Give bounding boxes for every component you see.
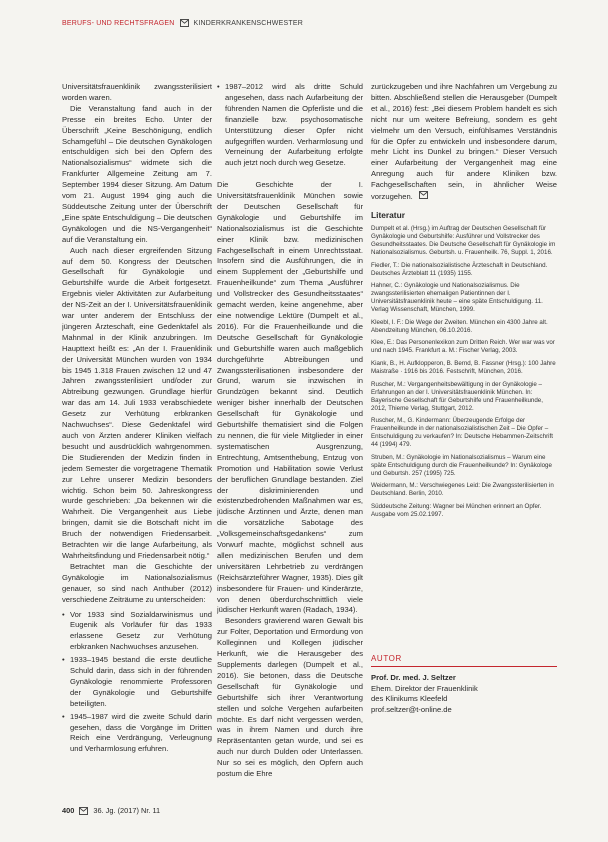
- literature-heading: Literatur: [371, 209, 405, 220]
- list-item-text: 1987–2012 wird als dritte Schuld angesehen, dass nach Aufarbeitung der führenden Namen die Opferliste und die finanzielle bzw. psychosomatische Unterstützung dieser Opfer nicht aufgegriffen wurden. Verharmlosung und Verneinung der Aufarbeitung erfolgte auch jetzt noch durch weg Gesetze.: [225, 82, 363, 168]
- bullet-icon: •: [62, 655, 65, 665]
- reference-item: Hahner, C.: Gynäkologie und Nationalsozialismus. Die zwangssterilisierten ehemaligen Patientinnen der I. Universitätsfrauenklinik heute – eine späte Entschuldigung. 11. Verlag Wissenschaft, München, 1999.: [371, 282, 543, 314]
- text-column-2: [217, 82, 363, 804]
- reference-item: Kiank, B., H. Aufklopperon, B. Bernd, B. Fassner (Hrsg.): 100 Jahre Maistraße · 1916 bis 2016. Festschrift, München, 2016.: [371, 359, 556, 375]
- reference-item: Ruscher, M., G. Kindermann: Überzeugende Erfolge der Frauenheilkunde in der nationalsozialistischen Zeit – Die Opfer – Entschuldigung zu verkaufen? In: Deutsche Hebammen-Zeitschrift 44 (1994) 479.: [371, 417, 553, 449]
- literature-list: [371, 225, 557, 524]
- reference-item: Klee, E.: Das Personenlexikon zum Dritten Reich. Wer war was vor und nach 1945. Frankfurt a. M.: Fischer Verlag, 2003.: [371, 339, 555, 355]
- list-item: [62, 712, 212, 756]
- reference-item: Süddeutsche Zeitung: Wagner bei München erinnert an Opfer. Ausgabe vom 25.02.1997.: [371, 502, 542, 518]
- header-magazine: KINDERKRANKENSCHWESTER: [193, 19, 303, 27]
- list-item: [62, 655, 212, 710]
- author-email[interactable]: prof.seltzer@t-online.de: [371, 704, 452, 714]
- header-section: BERUFS- UND RECHTSFRAGEN: [62, 19, 175, 27]
- reference-item: Dumpelt et al. (Hrsg.) im Auftrag der Deutschen Gesellschaft für Gynäkologie und Geburtshilfe: Ausführer und Vollstrecker des Gesundheitsstaates. Die Deutsche Gesellschaft für Gynäkologie im Nationalsozialismus. Geburtsh. u. Frauenheilk. 76, Suppl. 1, 2016.: [371, 224, 556, 256]
- article-paragraph: Betrachtet man die Geschichte der Gynäkologie im Nationalsozialismus genauer, so sind nach Anthuber (2012) verschiedene Zeiträume zu unterscheiden:: [62, 561, 212, 604]
- author-box: [371, 654, 557, 715]
- magazine-logo-icon: [180, 19, 189, 27]
- page-footer: [62, 806, 160, 815]
- period-list: [62, 610, 212, 756]
- article-paragraph: Besonders gravierend waren Gewalt bis zur Folter, Deportation und Ermordung von Kolleginnen und Kollegen jüdischer Herkunft, wie die Herausgeber des Supplements darlegen (Dumpelt et al., 2016). Sie betonen, dass die Deutsche Gesellschaft für Gynäkologie und Geburtshilfe sich ihrer Verantwortung stellen und solche Vergehen aufarbeiten möchte. Es darf nicht vergessen werden, was in ihrem Namen und durch ihre Repräsentanten getan wurde, und sei es auch nur durch Dulden oder Unterlassen. Nur so sei es möglich, den Opfern auch postum die Ehre: [217, 616, 363, 779]
- bullet-icon: •: [62, 711, 65, 721]
- list-item: [62, 610, 212, 654]
- article-paragraph-text: zurückzugeben und ihre Nachfahren um Vergebung zu bitten. Abschließend stellen die Herausgeber (Dumpelt et al., 2016) fest: „Bei diesem Problem handelt es sich nicht nur um weitere Befreiung, sondern es geht vielmehr um den Versuch, einfühlsames Verständnis für die Opfer zu entwickeln und insbesondere darum, mehr Licht ins Dunkel zu bringen.“ Dieser Versuch einer Aufarbeitung der Vergangenheit mag eine Anregung auch für andere Kliniken bzw. Fachgesellschaften sein, in ähnlicher Weise vorzugehen.: [371, 82, 557, 202]
- author-affiliation: Ehem. Direktor der Frauenklinik: [371, 683, 478, 693]
- text-column-1: [62, 82, 212, 804]
- end-mark-icon: [419, 191, 428, 203]
- article-paragraph: [371, 82, 557, 203]
- bullet-icon: •: [62, 609, 65, 619]
- running-header: [62, 17, 303, 29]
- bullet-icon: •: [217, 82, 220, 91]
- list-item-text: 1933–1945 bestand die erste deutliche Schuld darin, dass sich in der führenden Gynäkologie renommierte Professoren der Gynäkologie und Geburtshilfe beteiligten.: [70, 655, 212, 708]
- article-paragraph: Die Veranstaltung fand auch in der Presse ein breites Echo. Unter der Überschrift „Keine Beschönigung, endlich Schamgefühl – Die deutschen Gynäkologen entschuldigen sich bei den Opfern des Nationalsozialismus“ widmete sich die Frankfurter Allgemeine Zeitung am 7. September 1994 dieser Sitzung. Am Datum vom 21. August 1994 ging auch die Süddeutsche Zeitung unter der Überschrift „Eine späte Entschuldigung – Die deutschen Gynäkologen und die NS-Vergangenheit“ auf die Veranstaltung ein.: [62, 103, 212, 244]
- author-affiliation: des Klinikums Kleefeld: [371, 694, 448, 703]
- reference-item: Ruscher, M.: Vergangenheitsbewältigung in der Gynäkologie – Erfahrungen an der I. Universitätsfrauenklinik München. In: Bayerische Gesellschaft für Geburtshilfe und Frauenheilkunde, 2012, Thieme Verlag, Stuttgart, 2012.: [371, 380, 543, 412]
- reference-item: Weidermann, M.: Verschwiegenes Leid: Die Zwangssterilisierten in Deutschland. Berlin, 2010.: [371, 482, 554, 498]
- list-item: [217, 82, 363, 169]
- reference-item: Kleebl, I. F.: Die Wege der Zweiten. München ein 4300 Jahre alt. Abendzeitung München, 06.10.2016.: [371, 318, 548, 334]
- reference-item: Fiedler, T.: Die nationalsozialistische Ärzteschaft in Deutschland. Deutsches Ärzteblatt 11 (1935) 1155.: [371, 261, 548, 277]
- list-item-text: Vor 1933 sind Sozialdarwinismus und Eugenik als Vorläufer für das 1933 erlassene Gesetz zur Verhütung erbkranken Nachwuchses anzusehen.: [70, 609, 212, 652]
- page-number: 400: [62, 806, 75, 815]
- period-list-continued: [217, 82, 363, 169]
- author-heading: AUTOR: [371, 654, 557, 667]
- article-paragraph: Auch nach dieser ergreifenden Sitzung auf dem 50. Kongress der Deutschen Gesellschaft für Gynäkologie und Geburtshilfe wurde die Arbeit fortgesetzt. Ergebnis vieler Aktivitäten zur Aufarbeitung der NS-Zeit an der I. Universitätsfrauenklinik war unter anderem der Entschluss der jüngeren Ärzteschaft, eine Gedenktafel als Mahnmal in der Klinik anzubringen. Im Haupttext heißt es: „An der I. Frauenklinik der Universität München wurden von 1934 bis 1945 1.318 Frauen zwischen 12 und 47 Jahren zwangssterilisiert und/oder zur Abtreibung gezwungen. Grundlage hierfür war das am 14. Juli 1933 verabschiedete Gesetz zur Verhütung erbkranken Nachwuchses“. Diese Gedenktafel wird auch von Ärzten anderer Kliniken vielfach besucht und ausdrücklich wahrgenommen. Die Studierenden der Medizin finden in jedem Semester die vorgetragene Thematik zur Lehre unserer Medizin besonders wichtig. Schon beim 50. Jahreskongress wurde geschrieben: „Da bekennen wir die Wahrheit. Die Vergangenheit aus Liebe bringen, damit sie die Botschaft nicht im Bruch der notwendigen Friedensarbeit. Betrachten wir die lange Aufarbeitung, als Wahrheitsfindung und Friedensarbeit nötig.“: [62, 245, 212, 560]
- author-name: Prof. Dr. med. J. Seltzer: [371, 673, 456, 682]
- reference-item: Struben, M.: Gynäkologie im Nationalsozialismus – Warum eine späte Entschuldigung durch die Frauenheilkunde? In: Gynäkologe und Geburtsh. 257 (1995) 725.: [371, 453, 552, 477]
- article-paragraph: Die Geschichte der I. Universitätsfrauenklinik München sowie der Deutschen Gesellschaft für Gynäkologie und Geburtshilfe im Nationalsozialismus ist die Geschichte einer Klinik bzw. medizinischen Fachgesellschaft in einem Unrechtsstaat. Insofern sind die Ausführungen, die in einem Supplement der „Geburtshilfe und Frauenheilkunde“ zum Thema „Ausführer und Vollstrecker des Gesundheitsstaates“ gemacht werden, keine angenehme, aber eine notwendige Lektüre (Dumpelt et al., 2016). Für die Frauenheilkunde und die Deutsche Gesellschaft für Gynäkologie und Geburtshilfe waren auch maßgeblich durchgeführte Abtreibungen und Zwangssterilisationen insbesondere der Grund, warum sie inzwischen in Grundzügen bekannt sind. Deutlich weniger bisher innerhalb der Deutschen Gesellschaft für Gynäkologie und Geburtshilfe thematisiert sind die Folgen zu nennen, die für viele Mitglieder in einer systematischen Ausgrenzung, Entrechtung, Amtsenthebung, Entzug von Promotion und Habilitation sowie Verlust der beruflichen Grundlage bestanden. Ziel der diskriminierenden und existenzbedrohenden Maßnahmen war es, jüdische Ärztinnen und Ärzte, denen man die vorsätzliche Sabotage des „Volksgemeinschaftsgedankens“ zum Vorwurf machte, möglichst schnell aus allen medizinischen Berufen und dem universitären Lehrbetrieb zu verdrängen (Reichsärzteführer Wagner, 1935). Dies gilt insbesondere für Frauen- und Kinderärzte, von denen überdurchschnittlich viele jüdischer Herkunft waren (Radach, 1934).: [217, 180, 363, 615]
- issue-info: 36. Jg. (2017) Nr. 11: [93, 806, 161, 815]
- magazine-logo-icon: [79, 807, 88, 815]
- article-paragraph: Universitätsfrauenklinik zwangssterilisiert worden waren.: [62, 82, 212, 102]
- list-item-text: 1945–1987 wird die zweite Schuld darin gesehen, dass die Vorgänge im Dritten Reich eine Verdrängung, Verleugnung und Verharmlosung erfuhren.: [70, 711, 212, 754]
